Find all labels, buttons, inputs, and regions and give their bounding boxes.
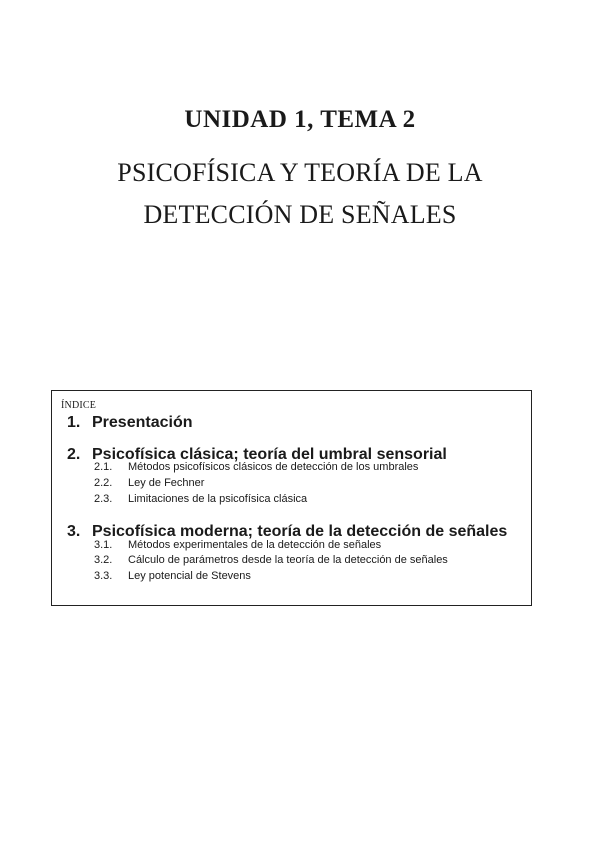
toc-subsection-label: Limitaciones de la psicofísica clásica bbox=[128, 493, 308, 505]
toc-section-label: Presentación bbox=[92, 414, 193, 431]
toc-section-label: Psicofísica clásica; teoría del umbral sensorial bbox=[92, 446, 447, 463]
title-block bbox=[0, 104, 600, 236]
toc-subsection-label: Métodos experimentales de la detección de señales bbox=[128, 539, 382, 551]
table-of-contents bbox=[51, 390, 532, 606]
toc-subsection-label: Ley potencial de Stevens bbox=[128, 570, 251, 582]
topic-title-line-2: DETECCIÓN DE SEÑALES bbox=[143, 200, 457, 229]
toc-subsection-number: 2.2. bbox=[94, 477, 113, 489]
toc-section-number: 1. bbox=[67, 414, 81, 431]
index-heading: ÍNDICE bbox=[61, 400, 97, 411]
toc-subsection-number: 2.1. bbox=[94, 461, 113, 473]
toc-subsection-number: 3.1. bbox=[94, 539, 113, 551]
toc-section-number: 2. bbox=[67, 446, 81, 463]
toc-subsection-label: Métodos psicofísicos clásicos de detección de los umbrales bbox=[128, 461, 419, 473]
toc-section-label: Psicofísica moderna; teoría de la detección de señales bbox=[92, 523, 508, 540]
toc-subsection-number: 3.2. bbox=[94, 554, 113, 566]
toc-section-number: 3. bbox=[67, 523, 81, 540]
toc-subsection-number: 2.3. bbox=[94, 493, 113, 505]
toc-subsection-label: Cálculo de parámetros desde la teoría de la detección de señales bbox=[128, 554, 448, 566]
unit-title: UNIDAD 1, TEMA 2 bbox=[184, 106, 416, 133]
toc-subsection-number: 3.3. bbox=[94, 570, 113, 582]
topic-title-line-1: PSICOFÍSICA Y TEORÍA DE LA bbox=[117, 158, 483, 187]
toc-subsection-label: Ley de Fechner bbox=[128, 477, 205, 489]
